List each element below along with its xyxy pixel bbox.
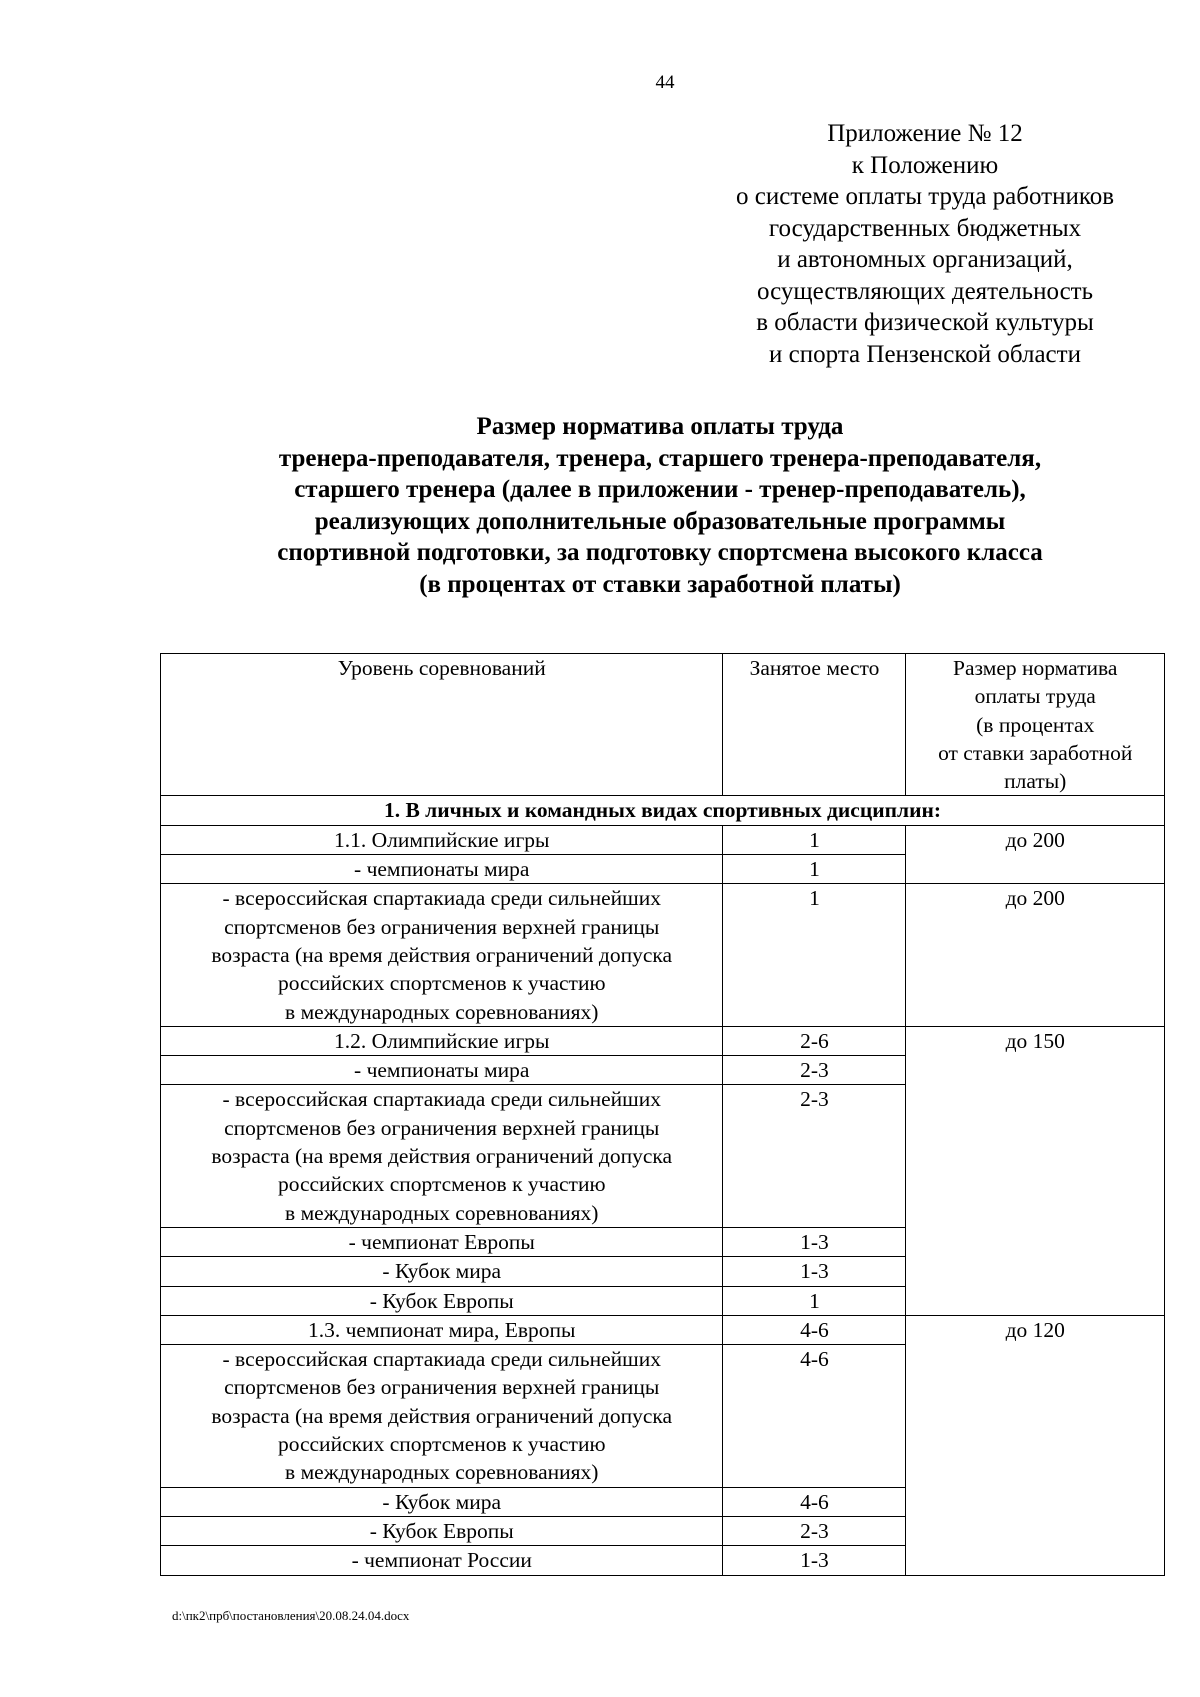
appendix-line: и спорта Пензенской области	[769, 340, 1081, 368]
page-number: 44	[655, 72, 675, 93]
appendix-line: и автономных организаций,	[777, 246, 1073, 273]
cell-norm: до 200	[906, 884, 1165, 1026]
cell-level: - всероссийская спартакиада среди сильнейших спортсменов без ограничения верхней границы возраста (на время действия ограничений допуска российских спортсменов к участию в международных соревнованиях)	[161, 1345, 723, 1487]
cell-place: 2-3	[723, 1085, 906, 1227]
cell-place: 2-6	[723, 1026, 906, 1055]
cell-place: 1-3	[723, 1546, 906, 1575]
cell-place: 1	[723, 884, 906, 1026]
appendix-line: о системе оплаты труда работников	[735, 183, 1115, 210]
appendix-line: осуществляющих деятельность	[756, 277, 1094, 305]
header-competition-level: Уровень соревнований	[161, 654, 723, 796]
header-place: Занятое место	[723, 654, 906, 796]
cell-place: 4-6	[723, 1345, 906, 1487]
cell-level: - чемпионаты мира	[161, 855, 723, 884]
cell-place: 1	[723, 1286, 906, 1315]
cell-place: 2-3	[723, 1056, 906, 1085]
title-line: старшего тренера (далее в приложении - тренер-преподаватель),	[294, 476, 1026, 503]
cell-level: - всероссийская спартакиада среди сильнейших спортсменов без ограничения верхней границы возраста (на время действия ограничений допуска российских спортсменов к участию в международных соревнованиях)	[161, 1085, 723, 1227]
cell-level: - Кубок Европы	[161, 1286, 723, 1315]
cell-level: - чемпионат России	[161, 1546, 723, 1575]
cell-level: 1.1. Олимпийские игры	[161, 825, 723, 854]
cell-level: - Кубок мира	[161, 1257, 723, 1286]
cell-level: - Кубок Европы	[161, 1516, 723, 1545]
file-path-footer: d:\пк2\прб\постановления\20.08.24.04.docx	[172, 1608, 410, 1623]
cell-place: 1	[723, 855, 906, 884]
cell-norm: до 120	[906, 1315, 1165, 1575]
table-row	[161, 825, 1165, 854]
cell-place: 1-3	[723, 1227, 906, 1256]
cell-norm: до 200	[906, 825, 1165, 884]
cell-place: 1	[723, 825, 906, 854]
cell-level: 1.2. Олимпийские игры	[161, 1026, 723, 1055]
appendix-header	[690, 118, 1160, 370]
title-line: (в процентах от ставки заработной платы)	[419, 570, 901, 598]
table-row	[161, 884, 1165, 1026]
title-line: Размер норматива оплаты труда	[476, 413, 844, 440]
appendix-line: к Положению	[851, 151, 999, 179]
cell-level: - чемпионаты мира	[161, 1056, 723, 1085]
table-row	[161, 1315, 1165, 1344]
title-line: тренера-преподавателя, тренера, старшего тренера-преподавателя,	[278, 444, 1042, 472]
document-title	[150, 411, 1170, 600]
appendix-line: государственных бюджетных	[768, 214, 1082, 242]
section-row	[161, 796, 1165, 825]
cell-level: 1.3. чемпионат мира, Европы	[161, 1315, 723, 1344]
cell-level: - чемпионат Европы	[161, 1227, 723, 1256]
cell-place: 2-3	[723, 1516, 906, 1545]
norms-table	[160, 653, 1165, 1576]
cell-place: 4-6	[723, 1487, 906, 1516]
cell-place: 1-3	[723, 1257, 906, 1286]
appendix-line: в области физической культуры	[756, 309, 1094, 336]
table-header-row	[161, 654, 1165, 796]
header-norm: Размер норматива оплаты труда (в процентах от ставки заработной платы)	[906, 654, 1165, 796]
title-line: реализующих дополнительные образовательные программы	[314, 507, 1006, 535]
cell-norm: до 150	[906, 1026, 1165, 1315]
title-line: спортивной подготовки, за подготовку спортсмена высокого класса	[277, 539, 1043, 566]
cell-place: 4-6	[723, 1315, 906, 1344]
table-row	[161, 1026, 1165, 1055]
section-title: 1. В личных и командных видах спортивных дисциплин:	[161, 796, 1165, 825]
appendix-line: Приложение № 12	[827, 120, 1023, 147]
cell-level: - Кубок мира	[161, 1487, 723, 1516]
cell-level: - всероссийская спартакиада среди сильнейших спортсменов без ограничения верхней границы возраста (на время действия ограничений допуска российских спортсменов к участию в международных соревнованиях)	[161, 884, 723, 1026]
